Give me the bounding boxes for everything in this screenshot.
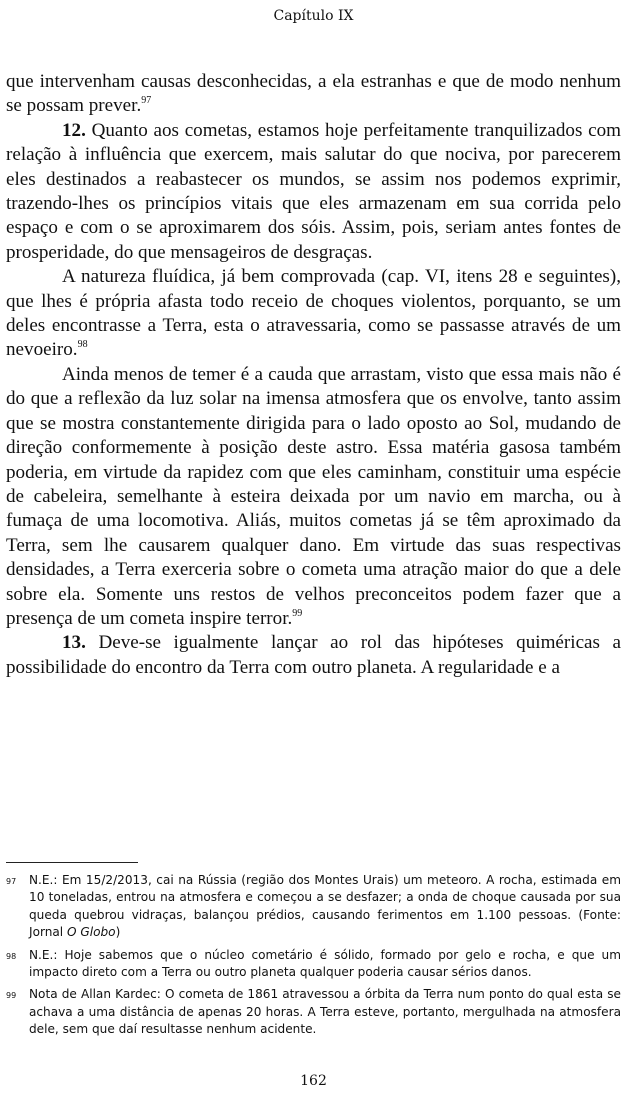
footnotes [6, 872, 621, 1044]
paragraph-text: Ainda menos de temer é a cauda que arrastam, visto que essa mais não é do que a reflexão da luz solar na imensa atmosfera que os envolve, tanto assim que se mostra constantemente dirigida para o lado oposto ao Sol, mudando de direção conformemente à posição deste astro. Essa matéria gasosa também poderia, em virtude da rapidez com que eles caminham, constituir uma espécie de cabeleira, semelhante à esteira deixada por um navio em marcha, ou à fumaça de uma locomotiva. Aliás, muitos cometas já se têm aproximado da Terra, sem lhe causarem qualquer dano. Em virtude das suas respectivas densidades, a Terra exerceria sobre o cometa uma atração maior do que a dele sobre ela. Somente uns restos de velhos preconceitos podem fazer que a presença de um cometa inspire terror. [6, 363, 621, 629]
running-header: Capítulo IX [273, 8, 354, 24]
paragraph-12 [6, 119, 621, 265]
footnote-text: N.E.: Em 15/2/2013, cai na Rússia (região dos Montes Urais) um meteoro. A rocha, estimada em 10 toneladas, entrou na atmosfera e começou a se desfazer; a onda de choque causada por sua queda quebrou vidraças, balançou prédios, causando ferimentos em 1.100 pessoas. (Fonte: Jornal [29, 873, 621, 940]
paragraph-text: Quanto aos cometas, estamos hoje perfeitamente tranquilizados com relação à influência que exercem, mais salutar do que nociva, por parecerem eles destinados a reabastecer os mundos, se assim nos podemos exprimir, trazendo-lhes os princípios vitais que eles armazenam em sua corrida pelo espaço e com o se aproximarem dos sóis. Assim, pois, seriam antes fontes de prosperidade, do que mensageiros de desgraças. [6, 119, 621, 263]
footnote-ref-98[interactable]: 98 [77, 339, 88, 351]
paragraph-13 [6, 631, 621, 680]
footnote-divider [6, 862, 138, 863]
footnote-number: 98 [6, 951, 17, 961]
paragraph-fluidic-nature [6, 265, 621, 363]
paragraph-text: Deve-se igualmente lançar ao rol das hipóteses quiméricas a possibilidade do encontro da Terra com outro planeta. A regularidade e a [6, 632, 621, 678]
item-number-12: 12. [62, 119, 86, 141]
footnote-number: 97 [6, 877, 17, 886]
paragraph-text: que intervenham causas desconhecidas, a ela estranhas e que de modo nenhum se possam prever. [6, 71, 621, 117]
footnote-97 [6, 872, 621, 942]
paragraph-text: A natureza fluídica, já bem comprovada (cap. VI, itens 28 e seguintes), que lhes é própria afasta todo receio de choques violentos, porquanto, se um deles encontrasse a Terra, esta o atravessaria, como se passasse através de um nevoeiro. [6, 266, 621, 361]
footnote-text: Nota de Allan Kardec: O cometa de 1861 atravessou a órbita da Terra num ponto do qual esta se achava a uma distância de apenas 20 horas. A Terra esteve, portanto, mergulhada na atmosfera dele, sem que daí resultasse nenhum acidente. [29, 987, 621, 1037]
footnote-ref-97[interactable]: 97 [141, 95, 152, 107]
paragraph-continuation [6, 70, 621, 119]
item-number-13: 13. [62, 632, 86, 654]
footnote-ref-99[interactable]: 99 [292, 607, 303, 619]
footnote-source: O Globo [67, 925, 116, 940]
footnote-number: 99 [6, 991, 17, 1001]
paragraph-comet-tail [6, 363, 621, 631]
footnote-98 [6, 947, 621, 982]
footnote-99 [6, 986, 621, 1038]
main-text [6, 70, 621, 680]
page-number: 162 [300, 1073, 327, 1089]
footnote-text-end: ) [115, 925, 121, 940]
footnote-text: N.E.: Hoje sabemos que o núcleo cometário é sólido, formado por gelo e rocha, e que um impacto direto com a Terra ou outro planeta qualquer poderia causar sérios danos. [29, 947, 621, 980]
